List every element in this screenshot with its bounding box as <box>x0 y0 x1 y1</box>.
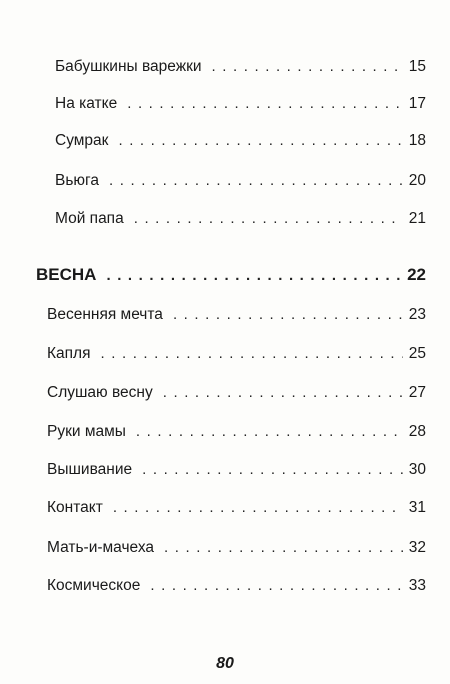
toc-entry <box>47 423 426 441</box>
dot-leader <box>113 499 403 517</box>
toc-entry <box>55 95 426 113</box>
dot-leader <box>136 423 403 441</box>
dot-leader <box>150 577 402 595</box>
dot-leader <box>163 384 403 402</box>
toc-entry-title: Вышивание <box>47 461 133 478</box>
toc-entry-title: Руки мамы <box>47 423 126 440</box>
section-page: 22 <box>407 265 426 284</box>
toc-entry <box>47 461 426 479</box>
toc-entry <box>55 210 426 228</box>
section-title: ВЕСНА <box>36 265 97 284</box>
dot-leader <box>109 172 403 190</box>
toc-entry <box>47 499 426 517</box>
toc-entry-title: На катке <box>55 95 118 112</box>
toc-entry <box>55 58 426 76</box>
toc-entry-page: 27 <box>408 384 426 401</box>
toc-entry-title: Бабушкины варежки <box>55 58 202 75</box>
toc-entry-title: Вьюга <box>55 172 99 189</box>
toc-entry <box>47 577 426 595</box>
toc-entry <box>55 132 426 150</box>
dot-leader <box>100 345 402 363</box>
page-number: 80 <box>216 655 234 672</box>
toc-entry-page: 15 <box>408 58 426 75</box>
toc-entry <box>47 384 426 402</box>
dot-leader <box>142 461 403 479</box>
toc-entry-page: 32 <box>408 539 426 556</box>
toc-entry-title: Мать-и-мачеха <box>47 539 155 556</box>
dot-leader <box>134 210 403 228</box>
dot-leader <box>106 267 401 285</box>
toc-entry-page: 33 <box>408 577 426 594</box>
toc-entry <box>55 172 426 190</box>
toc-entry-page: 30 <box>408 461 426 478</box>
toc-entry-title: Весенняя мечта <box>47 306 163 323</box>
dot-leader <box>164 539 403 557</box>
toc-entry-title: Мой папа <box>55 210 124 227</box>
toc-entry <box>47 539 426 557</box>
toc-section-heading <box>36 266 426 285</box>
dot-leader <box>118 132 402 150</box>
toc-entry-page: 18 <box>408 132 426 149</box>
toc-entry-title: Космическое <box>47 577 141 594</box>
toc-entry-title: Сумрак <box>55 132 109 149</box>
toc-entry-page: 17 <box>408 95 426 112</box>
toc-entry-title: Контакт <box>47 499 103 516</box>
toc-entry <box>47 306 426 324</box>
toc-entry <box>47 345 426 363</box>
toc-entry-page: 28 <box>408 423 426 440</box>
dot-leader <box>212 58 403 76</box>
toc-entry-page: 20 <box>408 172 426 189</box>
toc-entry-title: Слушаю весну <box>47 384 153 401</box>
toc-entry-page: 23 <box>408 306 426 323</box>
dot-leader <box>127 95 403 113</box>
dot-leader <box>173 306 403 324</box>
toc-entry-page: 21 <box>408 210 426 227</box>
toc-entry-title: Капля <box>47 345 91 362</box>
toc-entry-page: 31 <box>408 499 426 516</box>
toc-entry-page: 25 <box>408 345 426 362</box>
